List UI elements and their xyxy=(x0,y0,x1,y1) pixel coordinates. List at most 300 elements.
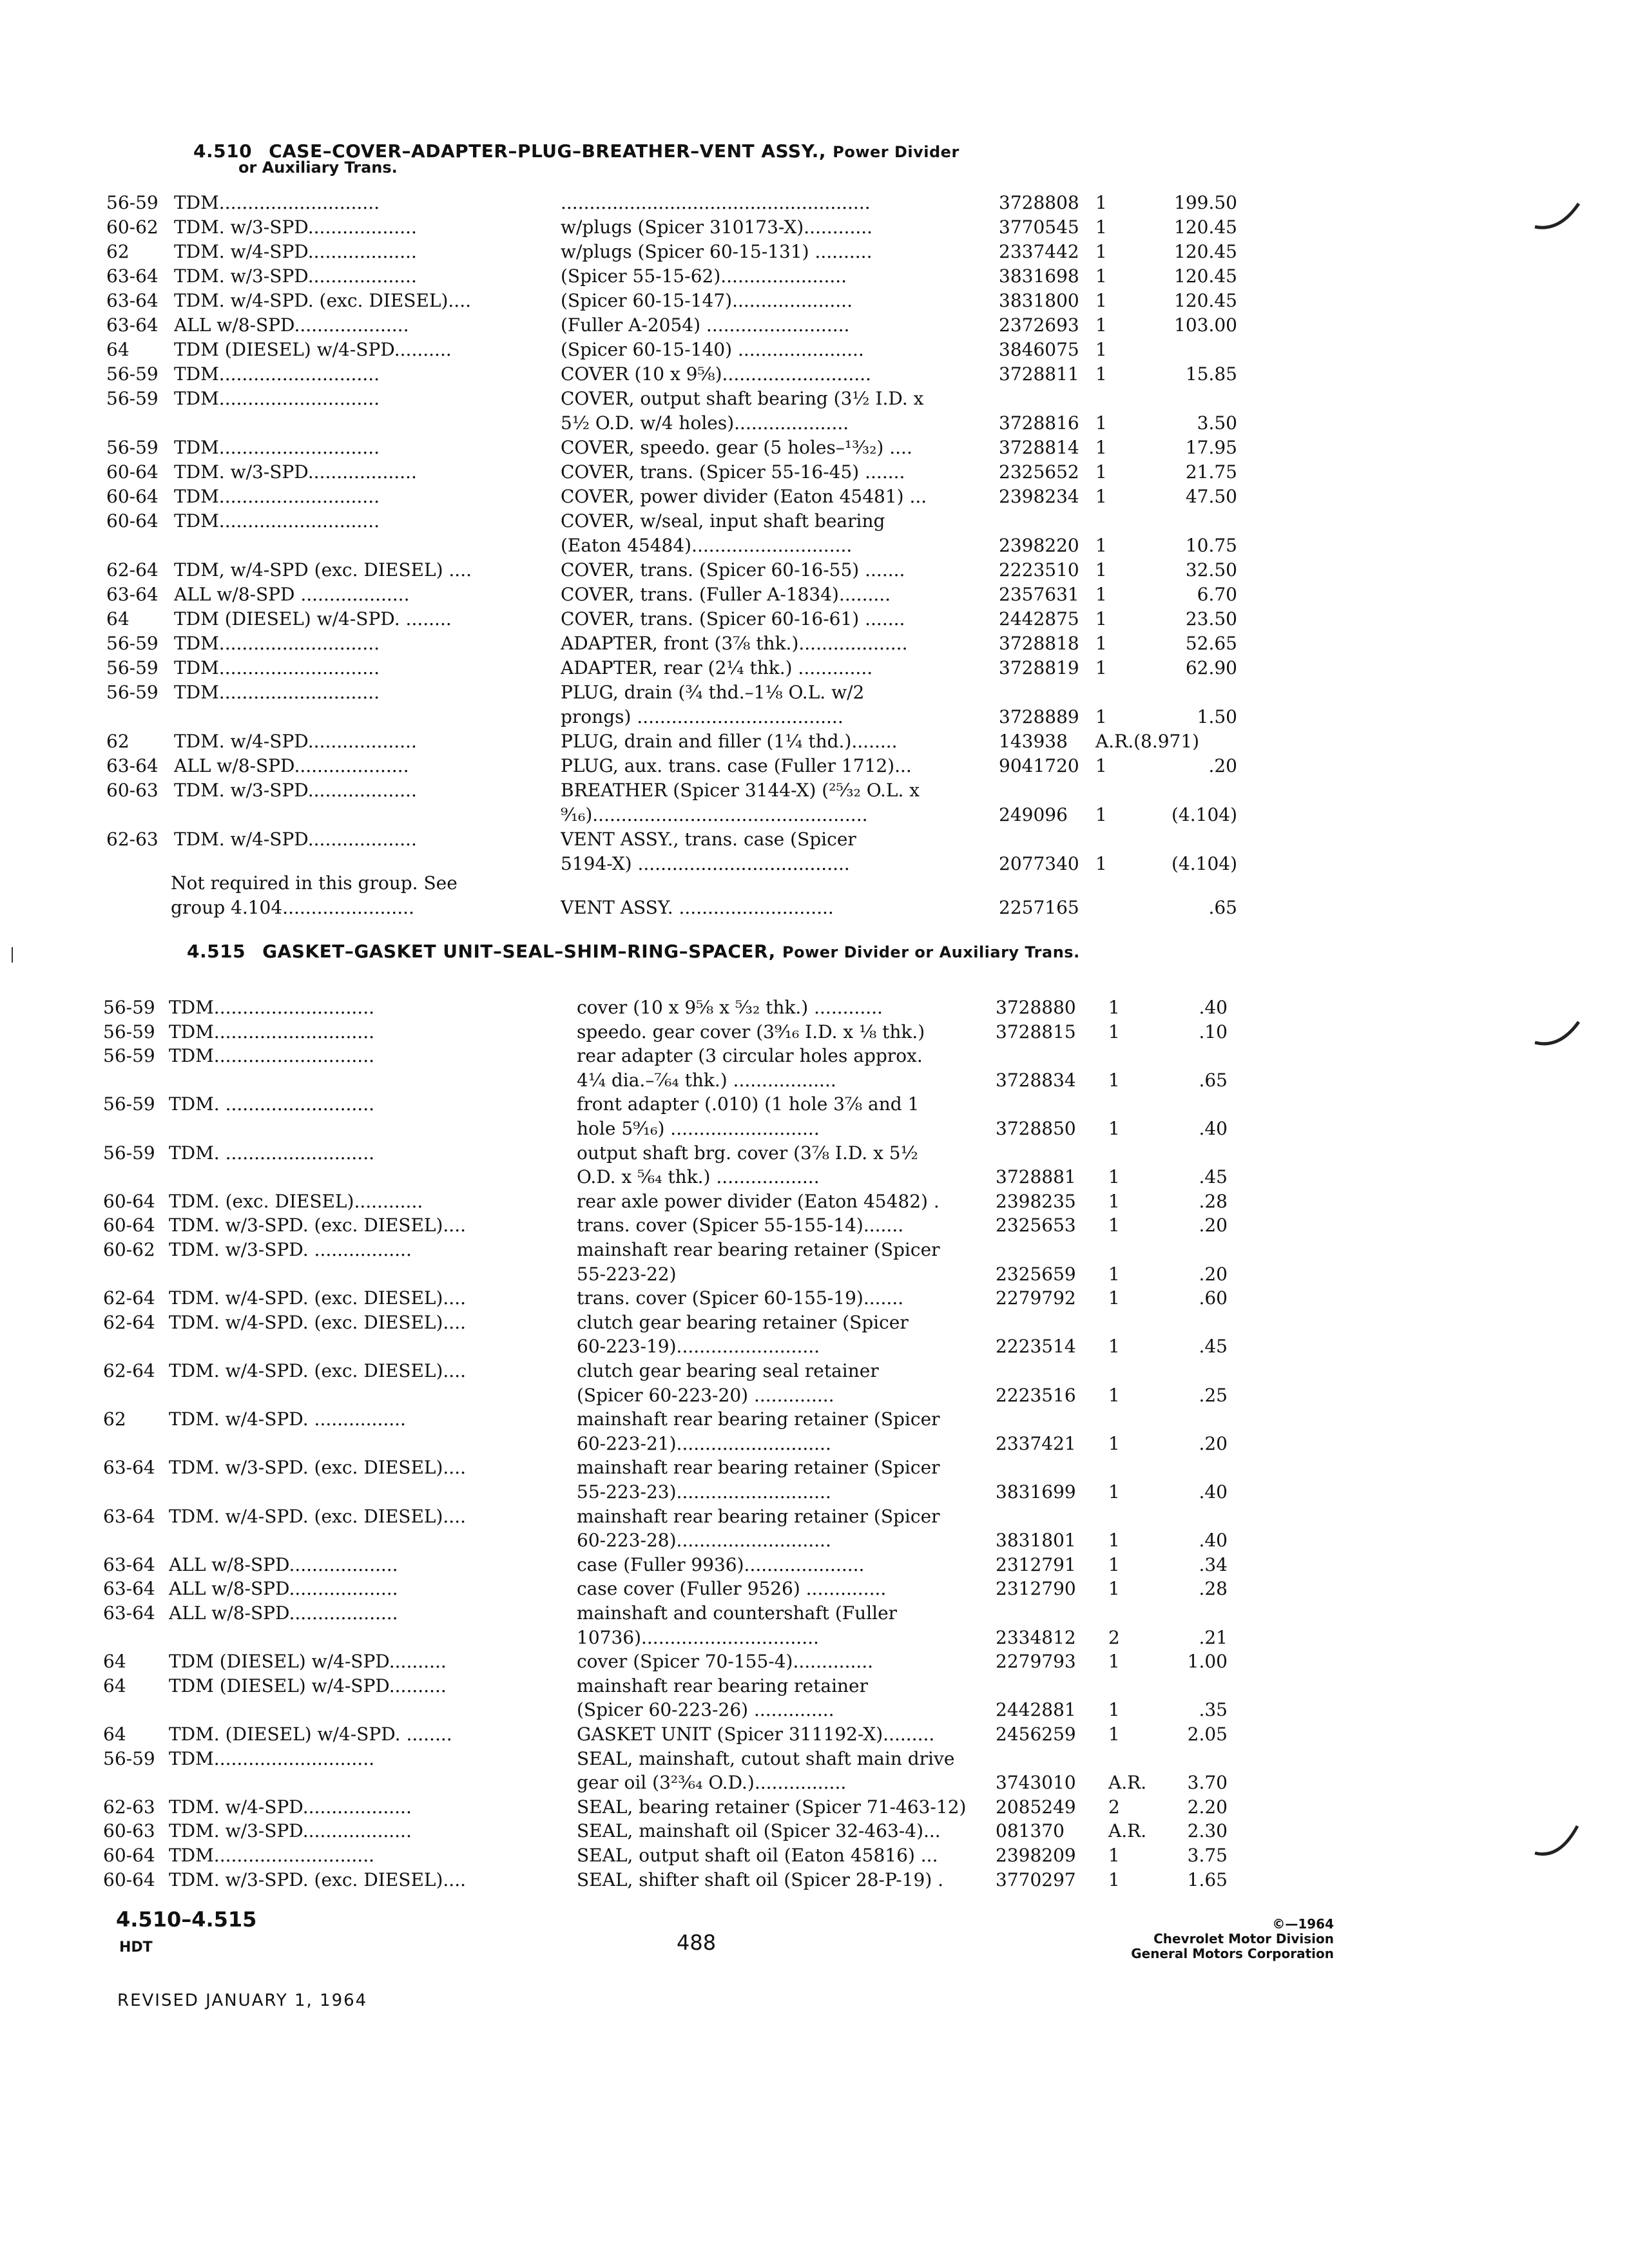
cell-yr: 63-64 xyxy=(106,290,159,311)
copyright-corp: General Motors Corporation xyxy=(1131,1946,1334,1961)
cell-part: 2398235 xyxy=(996,1190,1076,1212)
cell-yr: 64 xyxy=(106,339,130,360)
cell-part: 3728814 xyxy=(999,437,1079,458)
cell-price: 1.00 xyxy=(1187,1651,1228,1673)
cell-part: 2312790 xyxy=(996,1578,1076,1600)
table-row xyxy=(0,1286,1629,1311)
table-row xyxy=(0,338,1629,362)
cell-price: 52.65 xyxy=(1185,633,1237,654)
cell-desc: mainshaft and countershaft (Fuller xyxy=(577,1602,898,1624)
table-row xyxy=(0,1044,1629,1068)
cell-yr: 56-59 xyxy=(106,633,159,654)
cell-part: 3728819 xyxy=(999,657,1079,678)
cell-part: 3728818 xyxy=(999,633,1079,654)
binder-hole-mark-middle xyxy=(1534,1018,1585,1050)
cell-desc: 60-223-28)........................... xyxy=(577,1530,831,1552)
cell-yr: 62-64 xyxy=(106,559,159,581)
cell-price: .45 xyxy=(1199,1336,1228,1358)
cell-qty: 2 xyxy=(1108,1796,1120,1818)
cell-desc: clutch gear bearing seal retainer xyxy=(577,1360,879,1381)
cell-part: 2077340 xyxy=(999,853,1079,874)
cell-yr: 56-59 xyxy=(103,997,155,1018)
cell-desc: COVER (10 x 9⅝).......................... xyxy=(561,363,871,385)
cell-model: TDM............................ xyxy=(174,682,380,703)
cell-desc: ADAPTER, front (3⅞ thk.)................... xyxy=(561,633,908,654)
cell-price: .28 xyxy=(1199,1190,1228,1212)
cell-price: 2.30 xyxy=(1187,1820,1228,1842)
cell-price: 2.20 xyxy=(1187,1796,1228,1818)
cell-yr: 63-64 xyxy=(106,584,159,605)
cell-price: .40 xyxy=(1199,1530,1228,1552)
cell-price: .45 xyxy=(1199,1166,1228,1188)
table-row xyxy=(0,1141,1629,1166)
cell-desc: PLUG, aux. trans. case (Fuller 1712)... xyxy=(561,755,912,776)
table-row xyxy=(0,1189,1629,1214)
section-number: 4.515 xyxy=(187,941,246,962)
cell-yr: 62-64 xyxy=(103,1287,155,1309)
cell-qty: 1 xyxy=(1095,633,1107,654)
cell-qty: 1 xyxy=(1108,1287,1120,1309)
table-row xyxy=(0,215,1629,240)
cell-part: 2223510 xyxy=(999,559,1079,581)
cell-price: 120.45 xyxy=(1174,216,1237,238)
table-row xyxy=(0,1165,1629,1189)
section-subtitle: Power Divider or Auxiliary Trans. xyxy=(782,943,1080,961)
cell-desc: 5½ O.D. w/4 holes).................... xyxy=(561,412,849,434)
table-row xyxy=(0,1334,1629,1359)
cell-price: .35 xyxy=(1199,1699,1228,1721)
cell-price: 47.50 xyxy=(1185,486,1237,507)
table-row xyxy=(0,1528,1629,1553)
cell-part: 2325652 xyxy=(999,461,1079,483)
cell-desc: w/plugs (Spicer 310173-X)............ xyxy=(561,216,873,238)
cell-part: 2337442 xyxy=(999,241,1079,262)
cell-price: 120.45 xyxy=(1174,241,1237,262)
cell-yr: 56-59 xyxy=(106,437,159,458)
cell-model: TDM. w/3-SPD................... xyxy=(174,265,417,287)
cell-part: 3831699 xyxy=(996,1481,1076,1503)
cell-qty: 1 xyxy=(1095,339,1107,360)
cell-desc: COVER, output shaft bearing (3½ I.D. x xyxy=(561,388,924,409)
cell-desc: mainshaft rear bearing retainer (Spicer xyxy=(577,1457,940,1479)
cell-yr: 62 xyxy=(106,241,130,262)
cell-part: 3728815 xyxy=(996,1021,1076,1043)
cell-qty: 1 xyxy=(1108,1651,1120,1673)
cell-qty: 1 xyxy=(1095,486,1107,507)
cell-yr: 64 xyxy=(103,1724,126,1745)
cell-part: 3728889 xyxy=(999,706,1079,727)
cell-part: 3728881 xyxy=(996,1166,1076,1188)
cell-desc: O.D. x ⁵⁄₆₄ thk.) .................. xyxy=(577,1166,820,1188)
cell-desc: 5194-X) ..................................... xyxy=(561,853,850,874)
copyright-block xyxy=(1131,1917,1334,1961)
cell-part: 3831800 xyxy=(999,290,1079,311)
cell-yr: 60-64 xyxy=(106,461,159,483)
cell-desc: gear oil (3²³⁄₆₄ O.D.)................ xyxy=(577,1772,847,1794)
cell-desc: 4¼ dia.–⁷⁄₆₄ thk.) .................. xyxy=(577,1069,836,1091)
cell-yr: 62 xyxy=(106,731,130,752)
cell-yr: 56-59 xyxy=(103,1747,155,1769)
cell-qty: 1 xyxy=(1108,1845,1120,1866)
footer-hdt: HDT xyxy=(119,1939,153,1956)
cell-qty: 2 xyxy=(1108,1626,1120,1648)
cell-part: 2223514 xyxy=(996,1336,1076,1358)
cell-yr: 63-64 xyxy=(103,1578,155,1600)
cell-qty: A.R. xyxy=(1108,1820,1147,1842)
footer-section-code: 4.510–4.515 xyxy=(116,1907,257,1932)
cell-desc: trans. cover (Spicer 55-155-14)....... xyxy=(577,1215,904,1236)
cell-yr: 56-59 xyxy=(106,388,159,409)
section-4515-title xyxy=(187,941,1080,962)
cell-desc: COVER, speedo. gear (5 holes–¹³⁄₃₂) .... xyxy=(561,437,912,458)
note-row xyxy=(0,896,1629,920)
table-row xyxy=(0,1843,1629,1868)
cell-model: TDM............................ xyxy=(174,388,380,409)
cell-part: 2325653 xyxy=(996,1215,1076,1236)
cell-price: .34 xyxy=(1199,1553,1228,1575)
cell-desc: trans. cover (Spicer 60-155-19)....... xyxy=(577,1287,904,1309)
table-row xyxy=(0,1868,1629,1892)
margin-tick-mark xyxy=(12,947,13,963)
cell-price: .20 xyxy=(1208,755,1237,776)
cell-desc: cover (10 x 9⅝ x ⁵⁄₃₂ thk.) ............ xyxy=(577,997,883,1018)
cell-desc: prongs) .................................... xyxy=(561,706,843,727)
cell-qty: 1 xyxy=(1108,1578,1120,1600)
cell-qty: 1 xyxy=(1108,1869,1120,1890)
cell-model: TDM. w/3-SPD. (exc. DIESEL).... xyxy=(169,1215,467,1236)
table-row xyxy=(0,436,1629,460)
cell-qty: 1 xyxy=(1108,1553,1120,1575)
table-row xyxy=(0,1311,1629,1335)
cell-price: .20 xyxy=(1199,1263,1228,1285)
cell-yr: 64 xyxy=(103,1675,126,1696)
cell-qty: 1 xyxy=(1108,1263,1120,1285)
cell-model: TDM............................ xyxy=(174,633,380,654)
table-row xyxy=(0,1553,1629,1577)
cell-price: 1.65 xyxy=(1187,1869,1228,1890)
cell-model: TDM............................ xyxy=(174,486,380,507)
cell-price: 120.45 xyxy=(1174,290,1237,311)
cell-price: 15.85 xyxy=(1185,363,1237,385)
cell-qty: 1 xyxy=(1108,1699,1120,1721)
table-row xyxy=(0,1092,1629,1117)
table-row xyxy=(0,509,1629,533)
cell-desc: case cover (Fuller 9526) .............. xyxy=(577,1578,887,1600)
table-row xyxy=(0,485,1629,509)
cell-model: TDM. w/4-SPD. (exc. DIESEL).... xyxy=(169,1360,467,1381)
cell-model: TDM............................ xyxy=(169,1747,375,1769)
cell-qty: 1 xyxy=(1108,1190,1120,1212)
cell-yr: 64 xyxy=(106,608,130,629)
cell-price: .60 xyxy=(1199,1287,1228,1309)
cell-part: 2398209 xyxy=(996,1845,1076,1866)
cell-desc: ⁹⁄₁₆)................................................ xyxy=(561,804,868,825)
page-number: 488 xyxy=(677,1930,717,1955)
cell-yr: 60-64 xyxy=(103,1845,155,1866)
cell-qty: 1 xyxy=(1095,559,1107,581)
cell-qty: 1 xyxy=(1095,265,1107,287)
cell-price: .40 xyxy=(1199,1118,1228,1139)
table-row xyxy=(0,1601,1629,1626)
cell-desc: COVER, trans. (Spicer 60-16-55) ....... xyxy=(561,559,905,581)
table-row xyxy=(0,1698,1629,1722)
cell-yr: 56-59 xyxy=(106,657,159,678)
cell-yr: 60-63 xyxy=(106,780,159,801)
section-number: 4.510 xyxy=(193,140,253,162)
cell-model: TDM (DIESEL) w/4-SPD. ........ xyxy=(174,608,452,629)
cell-qty: 1 xyxy=(1095,535,1107,556)
cell-qty: 1 xyxy=(1095,584,1107,605)
cell-desc: 10736)............................... xyxy=(577,1626,819,1648)
cell-yr: 62-63 xyxy=(103,1796,155,1818)
cell-yr: 62-64 xyxy=(103,1360,155,1381)
cell-qty: 1 xyxy=(1108,1215,1120,1236)
cell-desc: SEAL, shifter shaft oil (Spicer 28-P-19) . xyxy=(577,1869,944,1890)
section-4510-title-line2: or Auxiliary Trans. xyxy=(238,159,398,177)
section-title-text: CASE–COVER–ADAPTER–PLUG–BREATHER–VENT ASSY., xyxy=(269,140,827,162)
cell-yr: 63-64 xyxy=(103,1505,155,1527)
cell-price: .65 xyxy=(1199,1069,1228,1091)
cell-desc: (Spicer 60-223-20) .............. xyxy=(577,1384,834,1406)
table-row xyxy=(0,460,1629,485)
cell-yr: 56-59 xyxy=(106,363,159,385)
table-row xyxy=(0,995,1629,1020)
cell-model: ALL w/8-SPD................... xyxy=(169,1578,398,1600)
table-row xyxy=(0,1456,1629,1480)
cell-price: .20 xyxy=(1199,1432,1228,1454)
cell-price: (4.104) xyxy=(1171,804,1237,825)
cell-desc: speedo. gear cover (3⁹⁄₁₆ I.D. x ⅛ thk.) xyxy=(577,1021,925,1043)
table-row xyxy=(0,1674,1629,1698)
table-row xyxy=(0,1432,1629,1456)
table-row xyxy=(0,1795,1629,1820)
table-row xyxy=(0,582,1629,607)
cell-part: 3728808 xyxy=(999,192,1079,213)
cell-qty: 1 xyxy=(1095,804,1107,825)
cell-model: TDM............................ xyxy=(174,192,380,213)
cell-yr: 56-59 xyxy=(103,1045,155,1067)
cell-part: 2325659 xyxy=(996,1263,1076,1285)
cell-part: 143938 xyxy=(999,731,1068,752)
cell-yr: 60-63 xyxy=(103,1820,155,1842)
cell-yr: 63-64 xyxy=(106,265,159,287)
cell-qty: 1 xyxy=(1095,657,1107,678)
cell-desc: case (Fuller 9936)..................... xyxy=(577,1553,865,1575)
cell-model: TDM............................ xyxy=(169,1045,375,1067)
cell-part: 3770545 xyxy=(999,216,1079,238)
cell-model: TDM. w/4-SPD. ................ xyxy=(169,1408,406,1430)
cell-qty: 1 xyxy=(1095,241,1107,262)
cell-desc: mainshaft rear bearing retainer xyxy=(577,1675,869,1696)
cell-price: .28 xyxy=(1199,1578,1228,1600)
cell-price: 10.75 xyxy=(1185,535,1237,556)
cell-part: 9041720 xyxy=(999,755,1079,776)
cell-qty: 1 xyxy=(1108,1481,1120,1503)
note-price: .65 xyxy=(1208,897,1237,918)
cell-desc: GASKET UNIT (Spicer 311192-X)......... xyxy=(577,1724,935,1745)
table-row xyxy=(0,754,1629,778)
revision-date: REVISED JANUARY 1, 1964 xyxy=(117,1991,368,2010)
cell-yr: 63-64 xyxy=(103,1457,155,1479)
table-row xyxy=(0,1722,1629,1747)
cell-yr: 63-64 xyxy=(103,1602,155,1624)
cell-yr: 56-59 xyxy=(103,1021,155,1043)
cell-desc: ...................................................... xyxy=(561,192,871,213)
cell-model: TDM. w/4-SPD. (exc. DIESEL).... xyxy=(169,1287,467,1309)
cell-price: 6.70 xyxy=(1197,584,1237,605)
cell-part: 2398220 xyxy=(999,535,1079,556)
table-row xyxy=(0,558,1629,582)
cell-model: TDM. w/3-SPD................... xyxy=(174,216,417,238)
cell-desc: hole 5⁹⁄₁₆) .......................... xyxy=(577,1118,820,1139)
table-row xyxy=(0,1262,1629,1287)
cell-part: 2085249 xyxy=(996,1796,1076,1818)
cell-qty: A.R. xyxy=(1108,1772,1147,1794)
cell-part: 081370 xyxy=(996,1820,1065,1842)
cell-yr: 63-64 xyxy=(103,1553,155,1575)
table-row xyxy=(0,1747,1629,1771)
cell-price: .25 xyxy=(1199,1384,1228,1406)
cell-price: 1.50 xyxy=(1197,706,1237,727)
cell-part: 3728850 xyxy=(996,1118,1076,1139)
section-title-text: GASKET–GASKET UNIT–SEAL–SHIM–RING–SPACER, xyxy=(262,941,776,962)
cell-desc: output shaft brg. cover (3⅞ I.D. x 5½ xyxy=(577,1142,918,1164)
table-row xyxy=(0,411,1629,436)
cell-desc: cover (Spicer 70-155-4).............. xyxy=(577,1651,874,1673)
cell-desc: COVER, power divider (Eaton 45481) ... xyxy=(561,486,927,507)
table-row xyxy=(0,729,1629,754)
cell-price: 3.70 xyxy=(1187,1772,1228,1794)
cell-part: 3846075 xyxy=(999,339,1079,360)
cell-qty: 1 xyxy=(1095,461,1107,483)
cell-price: .20 xyxy=(1199,1215,1228,1236)
table-row xyxy=(0,1020,1629,1044)
cell-model: TDM............................ xyxy=(174,437,380,458)
cell-model: ALL w/8-SPD................... xyxy=(169,1602,398,1624)
cell-desc: SEAL, mainshaft oil (Spicer 32-463-4)... xyxy=(577,1820,941,1842)
cell-part: 3728880 xyxy=(996,997,1076,1018)
cell-desc: 55-223-22) xyxy=(577,1263,677,1285)
cell-model: TDM............................ xyxy=(174,510,380,532)
table-row xyxy=(0,1771,1629,1795)
table-row xyxy=(0,1626,1629,1650)
cell-price: 103.00 xyxy=(1174,314,1237,336)
cell-qty: 1 xyxy=(1095,608,1107,629)
cell-price: .10 xyxy=(1199,1021,1228,1043)
cell-qty: 1 xyxy=(1095,412,1107,434)
cell-part: 2442881 xyxy=(996,1699,1076,1721)
cell-yr: 63-64 xyxy=(106,314,159,336)
cell-qty: 1 xyxy=(1108,1432,1120,1454)
cell-qty: 1 xyxy=(1108,1336,1120,1358)
cell-model: ALL w/8-SPD.................... xyxy=(174,314,409,336)
cell-part: 2442875 xyxy=(999,608,1079,629)
cell-model: TDM. w/4-SPD................... xyxy=(174,241,417,262)
cell-yr: 60-62 xyxy=(103,1239,155,1260)
cell-desc: VENT ASSY., trans. case (Spicer xyxy=(561,829,856,850)
cell-desc: (Eaton 45484)............................ xyxy=(561,535,853,556)
binder-hole-mark-bottom xyxy=(1534,1823,1585,1862)
cell-qty: 1 xyxy=(1108,1118,1120,1139)
cell-part: 2372693 xyxy=(999,314,1079,336)
cell-desc: COVER, trans. (Spicer 60-16-61) ....... xyxy=(561,608,905,629)
cell-desc: (Spicer 55-15-62)...................... xyxy=(561,265,847,287)
table-row xyxy=(0,191,1629,215)
cell-yr: 56-59 xyxy=(103,1142,155,1164)
cell-qty: 1 xyxy=(1095,706,1107,727)
cell-desc: (Fuller A-2054) ......................... xyxy=(561,314,850,336)
copyright-year: ©—1964 xyxy=(1272,1916,1334,1932)
cell-qty: 1 xyxy=(1108,1069,1120,1091)
section-subtitle: Power Divider xyxy=(833,143,959,161)
cell-model: TDM. w/3-SPD................... xyxy=(174,461,417,483)
cell-model: TDM (DIESEL) w/4-SPD.......... xyxy=(169,1675,447,1696)
table-row xyxy=(0,656,1629,680)
cell-part: 3728834 xyxy=(996,1069,1076,1091)
cell-desc: SEAL, output shaft oil (Eaton 45816) ... xyxy=(577,1845,938,1866)
cell-qty: 1 xyxy=(1095,755,1107,776)
binder-hole-mark-top xyxy=(1534,200,1585,232)
cell-qty: 1 xyxy=(1095,216,1107,238)
cell-part: 2334812 xyxy=(996,1626,1076,1648)
cell-yr: 60-64 xyxy=(103,1869,155,1890)
cell-price: 2.05 xyxy=(1187,1724,1228,1745)
cell-desc: PLUG, drain (¾ thd.–1⅛ O.L. w/2 xyxy=(561,682,865,703)
cell-yr: 60-64 xyxy=(106,510,159,532)
cell-model: ALL w/8-SPD.................... xyxy=(174,755,409,776)
cell-part: 2337421 xyxy=(996,1432,1076,1454)
cell-model: TDM. w/4-SPD................... xyxy=(169,1796,412,1818)
cell-model: TDM. w/3-SPD................... xyxy=(169,1820,412,1842)
table-row xyxy=(0,1819,1629,1843)
cell-price: 21.75 xyxy=(1185,461,1237,483)
cell-desc: rear axle power divider (Eaton 45482) . xyxy=(577,1190,940,1212)
cell-part: 2357631 xyxy=(999,584,1079,605)
cell-qty: 1 xyxy=(1108,1021,1120,1043)
cell-desc: (Spicer 60-223-26) .............. xyxy=(577,1699,834,1721)
cell-model: TDM. .......................... xyxy=(169,1142,375,1164)
cell-desc: COVER, trans. (Spicer 55-16-45) ....... xyxy=(561,461,905,483)
table-row xyxy=(0,1383,1629,1408)
table-row xyxy=(0,778,1629,803)
cell-model: TDM............................ xyxy=(169,1845,375,1866)
cell-qty: 1 xyxy=(1095,192,1107,213)
cell-model: TDM............................ xyxy=(174,363,380,385)
cell-qty: 1 xyxy=(1108,1724,1120,1745)
cell-qty: 1 xyxy=(1108,997,1120,1018)
cell-model: TDM (DIESEL) w/4-SPD.......... xyxy=(169,1651,447,1673)
cell-desc: SEAL, bearing retainer (Spicer 71-463-12) xyxy=(577,1796,967,1818)
cell-qty: 1 xyxy=(1108,1166,1120,1188)
cell-yr: 62 xyxy=(103,1408,126,1430)
cell-desc: 60-223-19)......................... xyxy=(577,1336,820,1358)
cell-part: 2456259 xyxy=(996,1724,1076,1745)
table-row xyxy=(0,1407,1629,1432)
table-row xyxy=(0,607,1629,631)
cell-yr: 62-63 xyxy=(106,829,159,850)
cell-price: (4.104) xyxy=(1171,853,1237,874)
cell-desc: (Spicer 60-15-147)..................... xyxy=(561,290,853,311)
cell-model: TDM (DIESEL) w/4-SPD.......... xyxy=(174,339,452,360)
cell-model: TDM. .......................... xyxy=(169,1093,375,1115)
cell-model: TDM............................ xyxy=(169,1021,375,1043)
table-row xyxy=(0,1359,1629,1383)
cell-model: TDM............................ xyxy=(169,997,375,1018)
table-row xyxy=(0,1480,1629,1504)
cell-price: .40 xyxy=(1199,1481,1228,1503)
cell-model: TDM. w/4-SPD................... xyxy=(174,829,417,850)
cell-part: 3728816 xyxy=(999,412,1079,434)
